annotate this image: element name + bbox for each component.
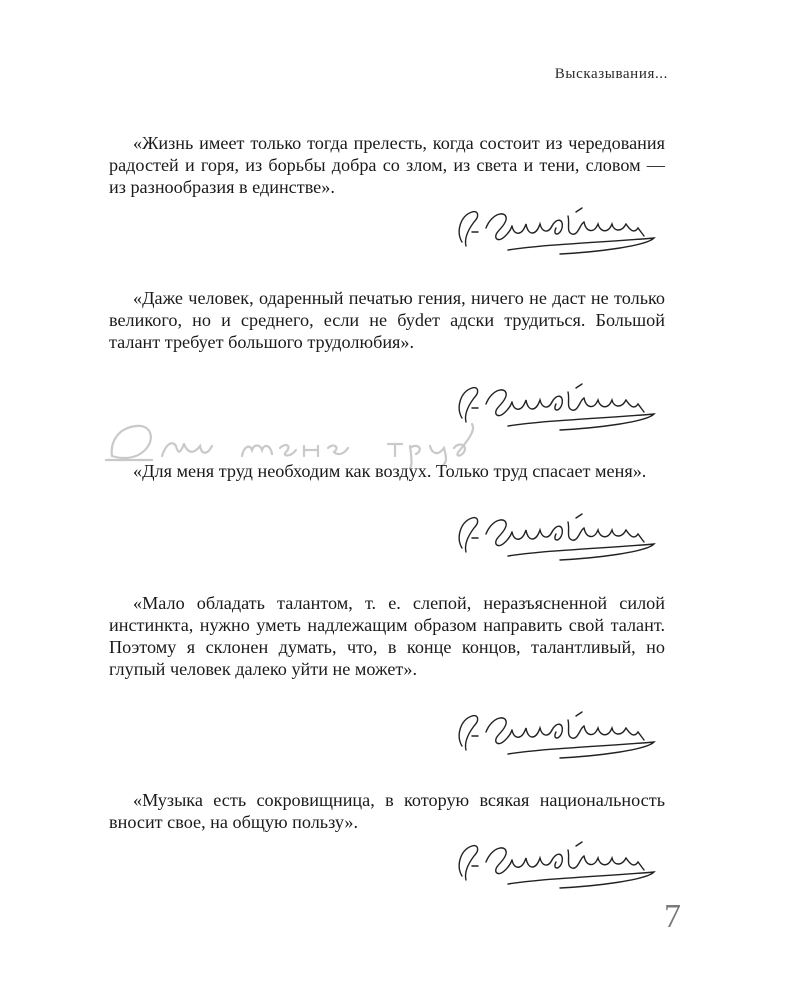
quote-1: «Жизнь имеет только тогда прелесть, когда состоит из чередования радостей и горя, из борьбы добра со злом, из света и тени, словом — из разнообразия в единстве». [109, 133, 665, 197]
signature-3 [448, 508, 668, 566]
quote-2: «Даже человек, одаренный печатью гения, ничего не даст не только великого, но и среднего, если не буdет адски трудиться. Большой талант требует большого трудолюбия». [109, 288, 665, 352]
signature-image [448, 706, 668, 764]
page-number: 7 [664, 898, 681, 935]
signature-image [448, 508, 668, 566]
signature-image [448, 202, 668, 260]
signature-image [448, 836, 668, 894]
quote-4: «Мало обладать талантом, т. е. слепой, неразъясненной силой инстинкта, нужно уметь надлежащим образом направить свой талант. Поэтому я склонен думать, что, в конце концов, талантливый, но глупый человек далеко уйти не может». [109, 593, 665, 679]
signature-4 [448, 706, 668, 764]
signature-1 [448, 202, 668, 260]
signature-5 [448, 836, 668, 894]
quote-3: «Для меня труд необходим как воздух. Только труд спасает меня». [133, 461, 647, 481]
quote-5: «Музыка есть сокровищница, в которую всякая национальность вносит свое, на общую пользу». [109, 790, 665, 832]
running-title: Высказывания... [554, 66, 668, 82]
